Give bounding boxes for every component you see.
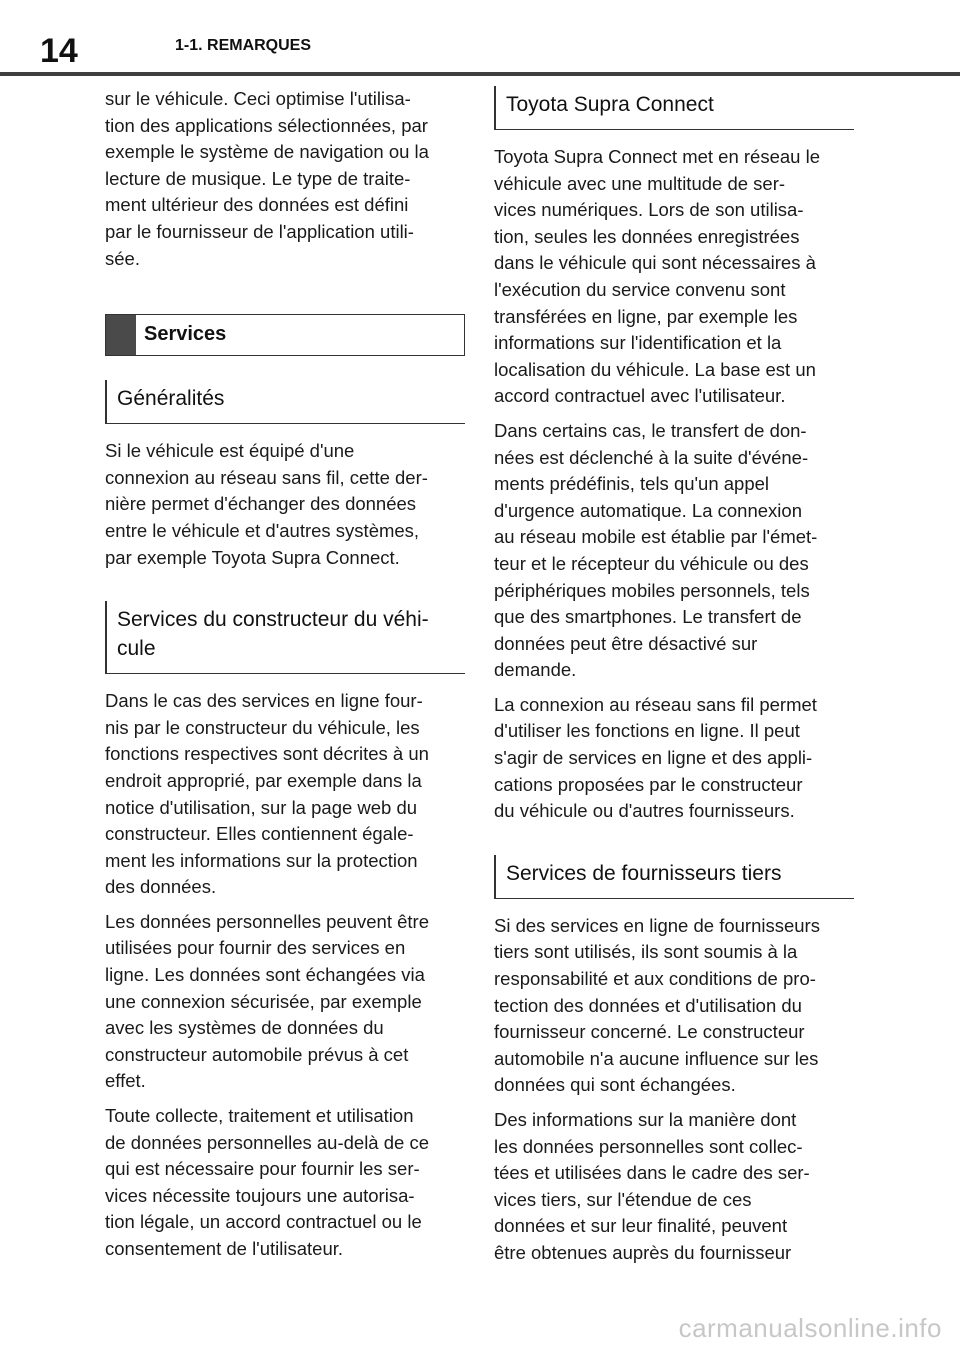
subheading-generalites: Généralités [105,380,465,424]
text-line: vices tiers, sur l'étendue de ces [494,1188,752,1210]
subheading-supra-connect: Toyota Supra Connect [494,86,854,130]
text-line: tiers sont utilisés, ils sont soumis à la [494,941,798,963]
text-line: qui est nécessaire pour fournir les ser- [105,1158,420,1180]
text-line: Toute collecte, traitement et utilisation [105,1105,414,1127]
text-line: cule [117,637,156,661]
text-line: sur le véhicule. Ceci optimise l'utilisa- [105,88,411,109]
text-line: ment ultérieur des données est défini [105,194,409,216]
right-column [494,86,854,1275]
section-title: 1-1. REMARQUES [175,37,312,54]
text-line: nis par le constructeur du véhicule, les [105,716,420,738]
text-line: tection des données et d'utilisation du [494,994,802,1016]
text-line: au réseau mobile est établie par l'émet- [494,526,818,548]
tiers-paragraph-1 [494,913,854,1099]
text-line: La connexion au réseau sans fil permet [494,693,817,715]
text-line: nées est déclenché à la suite d'événe- [494,446,809,468]
text-line: informations sur l'identification et la [494,332,782,354]
text-line: localisation du véhicule. La base est un [494,358,816,380]
text-line: l'exécution du service convenu sont [494,278,786,300]
text-line: tion des applications sélectionnées, par [105,114,428,136]
text-line: Services du constructeur du véhi- [117,608,429,632]
text-line: vices numériques. Lors de son utilisa- [494,199,804,221]
text-line: Dans certains cas, le transfert de don- [494,419,807,441]
text-line: teur et le récepteur du véhicule ou des [494,552,809,574]
text-line: accord contractuel avec l'utilisateur. [494,385,786,407]
text-line: tion légale, un accord contractuel ou le [105,1211,422,1233]
subheading-constructeur [105,601,465,674]
text-line: périphériques mobiles personnels, tels [494,579,810,601]
text-line: des données. [105,876,217,898]
text-line: d'utiliser les fonctions en ligne. Il peut [494,720,800,742]
text-line: d'urgence automatique. La connexion [494,499,802,521]
text-line: ligne. Les données sont échangées via [105,964,425,986]
text-line: nière permet d'échanger des données [105,493,417,515]
text-line: vices nécessite toujours une autorisa- [105,1184,415,1206]
text-line: constructeur automobile prévus à cet [105,1043,409,1065]
text-line: notice d'utilisation, sur la page web du [105,796,418,818]
services-heading-box [105,314,465,356]
text-line: effet. [105,1070,146,1092]
text-line: de données personnelles au-delà de ce [105,1131,429,1153]
text-line: responsabilité et aux conditions de pro- [494,968,816,990]
text-line: ments prédéfinis, tels qu'un appel [494,473,770,495]
text-line: exemple le système de navigation ou la [105,141,429,163]
text-line: fonctions respectives sont décrites à un [105,743,429,765]
text-line: véhicule avec une multitude de ser- [494,172,786,194]
text-line: sée. [105,247,140,269]
text-line: tion, seules les données enregistrées [494,225,800,247]
text-line: par le fournisseur de l'application utili- [105,220,414,242]
page-header [0,0,960,78]
text-line: transférées en ligne, par exemple les [494,305,798,327]
text-line: Si des services en ligne de fournisseurs [494,914,820,936]
text-line: consentement de l'utilisateur. [105,1238,344,1259]
text-line: du véhicule ou d'autres fournisseurs. [494,800,795,822]
text-line: automobile n'a aucune influence sur les [494,1047,819,1069]
text-line: avec les systèmes de données du [105,1017,384,1039]
supra-connect-paragraph-2 [494,418,854,684]
text-line: entre le véhicule et d'autres systèmes, [105,519,420,541]
text-line: cations proposées par le constructeur [494,773,803,795]
constructeur-paragraph-3 [105,1103,465,1263]
watermark: carmanualsonline.info [678,1313,942,1343]
services-heading: Services [144,323,227,346]
text-line: données et sur leur finalité, peuvent [494,1215,788,1237]
subheading-tiers: Services de fournisseurs tiers [494,855,854,899]
text-line: ment les informations sur la protection [105,849,418,871]
text-line: les données personnelles sont collec- [494,1135,803,1157]
text-line: endroit approprié, par exemple dans la [105,769,422,791]
text-line: lecture de musique. Le type de traite- [105,167,411,189]
text-line: Toyota Supra Connect met en réseau le [494,146,820,167]
text-line: données qui sont échangées. [494,1074,736,1096]
text-line: Les données personnelles peuvent être [105,910,429,932]
tiers-paragraph-2 [494,1107,854,1267]
text-line: utilisées pour fournir des services en [105,937,406,959]
supra-connect-paragraph-1 [494,144,854,410]
text-line: être obtenues auprès du fournisseur [494,1241,792,1263]
text-line: tées et utilisées dans le cadre des ser- [494,1162,810,1184]
heading-bar [106,315,136,355]
left-column [105,86,465,1271]
text-line: données peut être désactivé sur [494,632,758,654]
text-line: Si le véhicule est équipé d'une [105,440,355,462]
text-line: Des informations sur la manière dont [494,1109,797,1130]
page-number: 14 [40,32,78,70]
text-line: par exemple Toyota Supra Connect. [105,546,400,568]
intro-paragraph [105,86,465,272]
text-line: fournisseur concerné. Le constructeur [494,1021,805,1043]
constructeur-paragraph-2 [105,909,465,1095]
text-line: s'agir de services en ligne et des appli- [494,747,813,769]
constructeur-paragraph-1 [105,688,465,901]
generalites-paragraph [105,438,465,571]
text-line: Dans le cas des services en ligne four- [105,690,423,712]
supra-connect-paragraph-3 [494,692,854,825]
text-line: demande. [494,659,577,681]
text-line: constructeur. Elles contiennent égale- [105,823,414,845]
text-line: une connexion sécurisée, par exemple [105,990,422,1012]
text-line: que des smartphones. Le transfert de [494,606,802,628]
header-divider [0,72,960,76]
text-line: connexion au réseau sans fil, cette der- [105,466,428,488]
text-line: dans le véhicule qui sont nécessaires à [494,252,816,274]
